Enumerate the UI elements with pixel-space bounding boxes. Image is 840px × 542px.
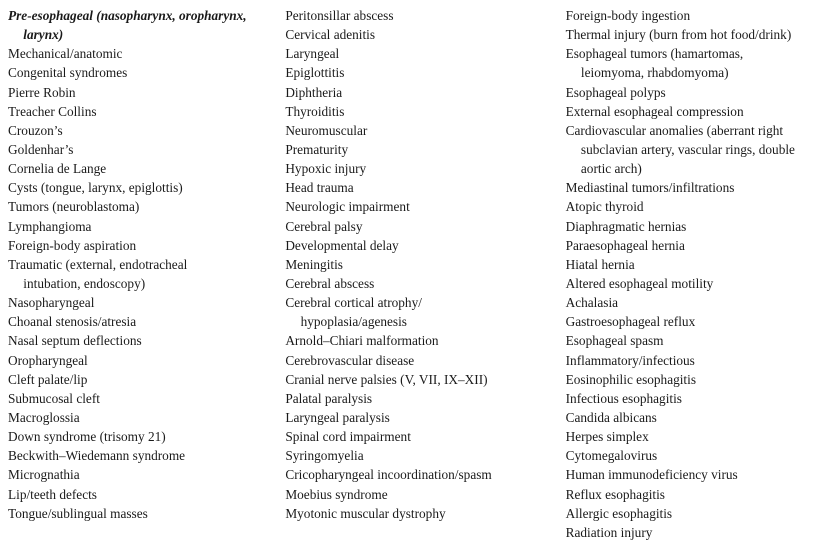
outline-item-label: Reflux esophagitis — [565, 486, 665, 502]
outline-item-label: Cerebrovascular disease — [285, 352, 415, 368]
outline-item-label: External esophageal compression — [565, 103, 744, 119]
outline-item — [566, 44, 832, 82]
outline-item-continuation: aortic arch) — [580, 161, 642, 177]
outline-item-label: Herpes simplex — [565, 429, 649, 445]
outline-item — [8, 140, 279, 159]
outline-item — [8, 351, 279, 370]
outline-item — [8, 44, 279, 63]
outline-item — [8, 312, 279, 331]
outline-item — [566, 351, 832, 370]
outline-item — [8, 178, 279, 197]
outline-item — [285, 389, 559, 408]
outline-item-label: Cytomegalovirus — [565, 448, 658, 464]
outline-item — [285, 25, 559, 44]
outline-item-label: Hypoxic injury — [285, 161, 367, 177]
outline-item-label: Cervical adenitis — [285, 27, 376, 43]
outline-item-label: Diphtheria — [285, 84, 343, 100]
outline-item-label: Myotonic muscular dystrophy — [285, 505, 446, 521]
outline-item-label: Hiatal hernia — [565, 256, 635, 272]
outline-item — [566, 255, 832, 274]
outline-columns — [8, 6, 832, 542]
outline-item — [285, 331, 559, 350]
outline-item-label: Lymphangioma — [8, 218, 92, 234]
outline-item-label: Eosinophilic esophagitis — [565, 371, 696, 387]
outline-item — [8, 83, 279, 102]
outline-item — [8, 427, 279, 446]
outline-item-label: Atopic thyroid — [565, 199, 644, 215]
outline-item — [8, 217, 279, 236]
outline-item-label: Cysts (tongue, larynx, epiglottis) — [8, 180, 183, 196]
outline-item — [285, 159, 559, 178]
outline-item-label: Tumors (neuroblastoma) — [8, 199, 140, 215]
outline-item — [8, 504, 279, 523]
outline-item-label: Nasopharyngeal — [8, 295, 95, 311]
outline-item-label: Developmental delay — [285, 237, 399, 253]
outline-item-label: Candida albicans — [565, 409, 657, 425]
outline-item-label: Palatal paralysis — [285, 390, 373, 406]
outline-item-label: Micrognathia — [8, 467, 80, 483]
outline-item-label: Down syndrome (trisomy 21) — [8, 429, 166, 445]
outline-item-label: Thyroiditis — [285, 103, 345, 119]
outline-item — [285, 446, 559, 465]
outline-item-label: Cardiovascular anomalies (aberrant right — [565, 122, 784, 138]
outline-item — [8, 389, 279, 408]
outline-item-label: Allergic esophagitis — [565, 505, 673, 521]
outline-item — [8, 485, 279, 504]
outline-item-label: Epiglottitis — [285, 65, 345, 81]
outline-item — [8, 63, 279, 82]
outline-item-label: Meningitis — [285, 256, 343, 272]
outline-item-label: Esophageal polyps — [565, 84, 666, 100]
outline-item — [566, 408, 832, 427]
outline-item-continuation: larynx) — [23, 27, 64, 43]
outline-item-label: Gastroesophageal reflux — [565, 314, 696, 330]
outline-item-label: Foreign-body ingestion — [565, 8, 691, 23]
outline-item-label: Prematurity — [285, 141, 349, 157]
outline-item-label: Achalasia — [565, 295, 619, 311]
outline-item — [285, 255, 559, 274]
outline-item — [566, 217, 832, 236]
outline-item — [285, 274, 559, 293]
outline-item-label: Cerebral abscess — [285, 275, 375, 291]
outline-item-label: Neurologic impairment — [285, 199, 410, 215]
outline-item-label: Esophageal spasm — [565, 333, 664, 349]
outline-item-label: Syringomyelia — [285, 448, 364, 464]
outline-item — [566, 293, 832, 312]
outline-item-label: Mediastinal tumors/infiltrations — [565, 180, 735, 196]
outline-item-label: Esophageal tumors (hamartomas, — [565, 46, 744, 62]
outline-item — [566, 236, 832, 255]
outline-item-label: Laryngeal paralysis — [285, 409, 390, 425]
outline-item — [566, 178, 832, 197]
outline-item — [8, 255, 279, 293]
outline-item — [285, 83, 559, 102]
outline-item-label: Treacher Collins — [8, 103, 97, 119]
outline-item — [8, 370, 279, 389]
outline-item-label: Pre-esophageal (nasopharynx, oropharynx, — [8, 8, 247, 23]
outline-item — [566, 331, 832, 350]
outline-item-label: Peritonsillar abscess — [285, 8, 394, 23]
outline-item — [285, 121, 559, 140]
outline-item — [8, 159, 279, 178]
outline-item-label: Foreign-body aspiration — [8, 237, 137, 253]
outline-item-label: Cranial nerve palsies (V, VII, IX–XII) — [285, 371, 488, 387]
outline-item — [285, 63, 559, 82]
outline-item — [285, 197, 559, 216]
outline-item — [285, 351, 559, 370]
outline-item-continuation: leiomyoma, rhabdomyoma) — [580, 65, 729, 81]
outline-item-label: Oropharyngeal — [8, 352, 88, 368]
outline-item-label: Thermal injury (burn from hot food/drink) — [565, 27, 792, 43]
outline-item — [566, 6, 832, 25]
outline-item-label: Goldenhar’s — [8, 141, 74, 157]
outline-item — [285, 504, 559, 523]
outline-column-1 — [8, 6, 285, 523]
outline-item — [8, 446, 279, 465]
outline-column-3 — [566, 6, 832, 542]
outline-item — [285, 140, 559, 159]
outline-item — [285, 236, 559, 255]
outline-item-label: Crouzon’s — [8, 122, 63, 138]
outline-item — [285, 102, 559, 121]
outline-item — [566, 312, 832, 331]
outline-item — [8, 331, 279, 350]
outline-item-label: Inflammatory/infectious — [565, 352, 695, 368]
outline-item-label: Traumatic (external, endotracheal — [8, 256, 188, 272]
outline-item-label: Mechanical/anatomic — [8, 46, 123, 62]
outline-list-1 — [8, 6, 279, 523]
outline-item-label: Submucosal cleft — [8, 390, 100, 406]
outline-item — [285, 217, 559, 236]
outline-item — [8, 465, 279, 484]
outline-item-label: Cerebral palsy — [285, 218, 363, 234]
outline-item-label: Infectious esophagitis — [565, 390, 682, 406]
outline-item-label: Diaphragmatic hernias — [565, 218, 687, 234]
outline-item-label: Human immunodeficiency virus — [565, 467, 738, 483]
outline-item-label: Beckwith–Wiedemann syndrome — [8, 448, 186, 464]
outline-item-label: Cornelia de Lange — [8, 161, 107, 177]
outline-item-label: Paraesophageal hernia — [565, 237, 685, 253]
outline-item-label: Nasal septum deflections — [8, 333, 142, 349]
outline-item — [8, 197, 279, 216]
outline-item — [566, 504, 832, 523]
outline-item — [8, 236, 279, 255]
outline-item — [566, 427, 832, 446]
outline-item — [8, 6, 279, 44]
outline-item — [566, 121, 832, 178]
outline-item-continuation: hypoplasia/agenesis — [300, 314, 407, 330]
outline-item — [285, 485, 559, 504]
outline-item-label: Spinal cord impairment — [285, 429, 411, 445]
outline-item — [566, 83, 832, 102]
outline-item — [566, 370, 832, 389]
outline-item-continuation: intubation, endoscopy) — [23, 275, 146, 291]
outline-item-label: Head trauma — [285, 180, 354, 196]
outline-item — [285, 427, 559, 446]
outline-list-2 — [285, 6, 559, 523]
outline-item-label: Radiation injury — [565, 524, 653, 540]
outline-item-label: Lip/teeth defects — [8, 486, 97, 502]
outline-item-label: Macroglossia — [8, 409, 80, 425]
outline-item — [285, 44, 559, 63]
outline-item-label: Cleft palate/lip — [8, 371, 88, 387]
outline-item-label: Congenital syndromes — [8, 65, 128, 81]
outline-item — [8, 293, 279, 312]
outline-item — [285, 408, 559, 427]
outline-item — [566, 523, 832, 542]
outline-item — [285, 370, 559, 389]
outline-column-2 — [285, 6, 565, 523]
outline-list-3 — [566, 6, 832, 542]
outline-item — [285, 6, 559, 25]
outline-item — [285, 293, 559, 331]
outline-item — [566, 446, 832, 465]
outline-item-label: Moebius syndrome — [285, 486, 388, 502]
outline-item-label: Altered esophageal motility — [565, 275, 714, 291]
outline-item-label: Choanal stenosis/atresia — [8, 314, 137, 330]
outline-item — [566, 389, 832, 408]
outline-item — [566, 25, 832, 44]
outline-item-label: Arnold–Chiari malformation — [285, 333, 439, 349]
outline-item — [566, 465, 832, 484]
outline-item-label: Cricopharyngeal incoordination/spasm — [285, 467, 492, 483]
outline-item — [566, 274, 832, 293]
outline-item — [8, 408, 279, 427]
outline-item — [566, 485, 832, 504]
outline-item — [285, 178, 559, 197]
outline-item-label: Tongue/sublingual masses — [8, 505, 148, 521]
outline-item-label: Pierre Robin — [8, 84, 76, 100]
outline-item-label: Laryngeal — [285, 46, 340, 62]
outline-item-continuation: subclavian artery, vascular rings, double — [580, 141, 795, 157]
outline-item — [285, 465, 559, 484]
outline-item — [566, 197, 832, 216]
outline-item-label: Cerebral cortical atrophy/ — [285, 295, 422, 311]
outline-item — [566, 102, 832, 121]
outline-item — [8, 102, 279, 121]
outline-item-label: Neuromuscular — [285, 122, 368, 138]
outline-item — [8, 121, 279, 140]
